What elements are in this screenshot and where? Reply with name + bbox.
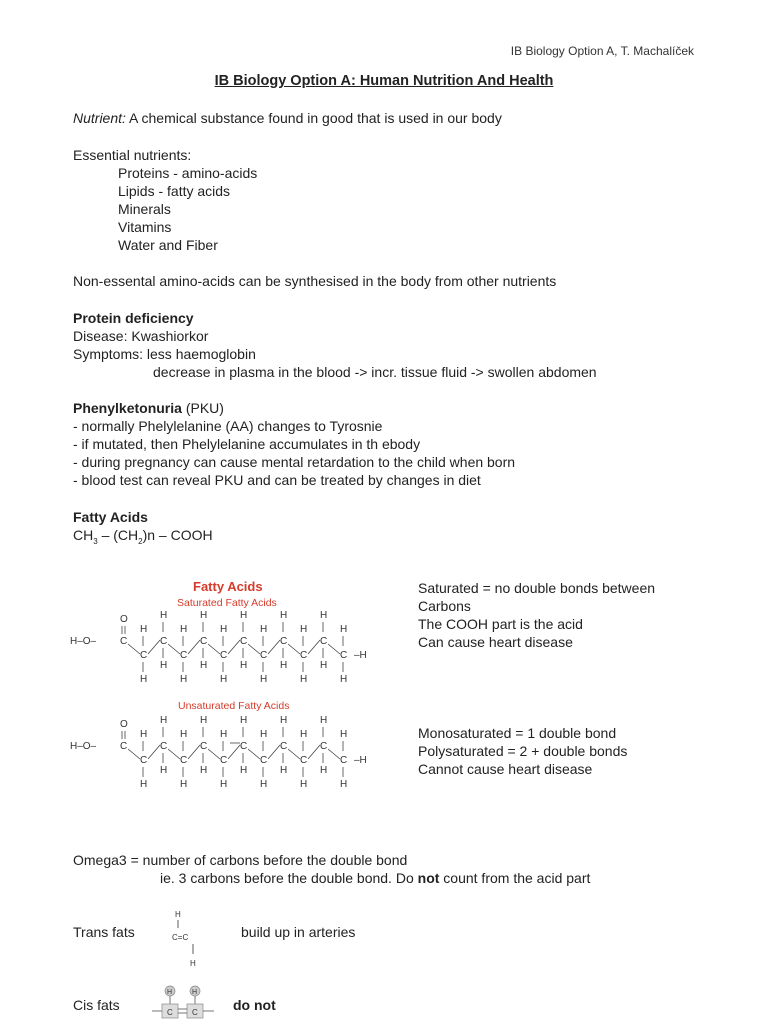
bond-line	[328, 644, 340, 654]
hydrogen-label: H	[140, 729, 148, 740]
saturated-note: Can cause heart disease	[418, 634, 573, 650]
svg-text:H: H	[192, 989, 198, 996]
bond-line	[148, 745, 160, 759]
hydrogen-label: H	[240, 715, 248, 726]
trans-structure-icon	[168, 908, 208, 968]
carbon-label: C	[120, 636, 128, 647]
saturated-note: Carbons	[418, 598, 471, 614]
bond-line	[188, 640, 200, 654]
bond-line	[308, 640, 320, 654]
essential-item: Minerals	[118, 201, 171, 217]
omega-detail: ie. 3 carbons before the double bond. Do not count from the acid part	[160, 870, 591, 886]
hydrogen-label: H	[280, 660, 288, 671]
hydrogen-label: H	[180, 674, 188, 685]
carbon-label: C	[240, 636, 248, 647]
svg-text:H: H	[175, 910, 181, 919]
bond-line	[228, 745, 240, 759]
carbon-label: C	[300, 650, 308, 661]
essential-item: Proteins - amino-acids	[118, 165, 258, 181]
hydrogen-label: H	[180, 779, 188, 790]
bond-line	[328, 749, 340, 759]
essential-item: Lipids - fatty acids	[118, 183, 231, 199]
bond-line	[128, 644, 140, 654]
fatty-formula: $CH_3 - (CH_2)n$ – COOH	[73, 527, 213, 546]
protein-symptoms-detail: decrease in plasma in the blood -> incr. tissue fluid -> swollen abdomen	[153, 364, 597, 380]
pku-line: - during pregnancy can cause mental retardation to the child when born	[73, 454, 516, 470]
saturated-figure-label: Saturated Fatty Acids	[177, 597, 277, 609]
svg-text:C=C: C=C	[172, 933, 189, 942]
carbon-label: C	[160, 741, 168, 752]
pku-heading: Phenylketonuria (PKU)	[73, 400, 224, 416]
bond-line	[148, 640, 160, 654]
hydrogen-label: H	[160, 660, 168, 671]
hydroxyl-label: H–O–	[70, 741, 97, 752]
terminal-h-label: –H	[354, 650, 367, 661]
page-header: IB Biology Option A, T. Machalíček	[510, 44, 694, 58]
hydrogen-label: H	[260, 729, 268, 740]
hydrogen-label: H	[160, 715, 168, 726]
unsaturated-figure-label: Unsaturated Fatty Acids	[178, 700, 290, 712]
hydrogen-label: H	[140, 624, 148, 635]
protein-heading: Protein deficiency	[73, 310, 194, 326]
hydrogen-label: H	[200, 660, 208, 671]
hydrogen-label: H	[340, 729, 348, 740]
carbon-label: C	[280, 741, 288, 752]
svg-text:H: H	[190, 959, 196, 968]
oxygen-label: O	[120, 719, 128, 730]
figure-title: Fatty Acids	[193, 579, 263, 594]
hydrogen-label: H	[300, 624, 308, 635]
carbon-label: C	[280, 636, 288, 647]
hydrogen-label: H	[220, 729, 228, 740]
carbon-label: C	[200, 636, 208, 647]
carbon-label: C	[320, 636, 328, 647]
hydrogen-label: H	[160, 610, 168, 621]
carbon-label: C	[200, 741, 208, 752]
hydrogen-label: H	[320, 765, 328, 776]
bond-line	[248, 644, 260, 654]
terminal-h-label: –H	[354, 755, 367, 766]
bond-line	[188, 745, 200, 759]
cis-text: do not	[233, 997, 276, 1013]
hydrogen-label: H	[300, 729, 308, 740]
hydroxyl-label: H–O–	[70, 636, 97, 647]
carbon-label: C	[140, 755, 148, 766]
hydrogen-label: H	[200, 610, 208, 621]
unsaturated-note: Monosaturated = 1 double bond	[418, 725, 617, 741]
carbon-label: C	[220, 650, 228, 661]
essential-item: Vitamins	[118, 219, 172, 235]
carbon-label: C	[300, 755, 308, 766]
saturated-note: The COOH part is the acid	[418, 616, 583, 632]
pku-line: - blood test can reveal PKU and can be treated by changes in diet	[73, 472, 481, 488]
hydrogen-label: H	[260, 779, 268, 790]
hydrogen-label: H	[300, 779, 308, 790]
protein-symptoms: Symptoms: less haemoglobin	[73, 346, 256, 362]
essential-item: Water and Fiber	[118, 237, 218, 253]
bond-line	[268, 745, 280, 759]
trans-text: build up in arteries	[241, 924, 356, 940]
bond-line	[288, 644, 300, 654]
hydrogen-label: H	[220, 674, 228, 685]
hydrogen-label: H	[240, 610, 248, 621]
cis-structure-icon	[150, 982, 220, 1024]
protein-disease: Disease: Kwashiorkor	[73, 328, 209, 344]
nutrient-term: Nutrient:	[73, 110, 126, 126]
unsaturated-structure	[70, 715, 367, 790]
carbon-label: C	[120, 741, 128, 752]
page-title: IB Biology Option A: Human Nutrition And Health	[214, 73, 554, 89]
fatty-acid-structures	[60, 605, 400, 815]
hydrogen-label: H	[240, 660, 248, 671]
saturated-structure	[70, 610, 367, 685]
svg-text:H: H	[167, 989, 173, 996]
bond-line	[308, 745, 320, 759]
oxygen-label: O	[120, 614, 128, 625]
carbon-label: C	[220, 755, 228, 766]
fatty-heading: Fatty Acids	[73, 509, 148, 525]
hydrogen-label: H	[260, 674, 268, 685]
hydrogen-label: H	[180, 624, 188, 635]
hydrogen-label: H	[220, 624, 228, 635]
bond-line	[168, 644, 180, 654]
hydrogen-label: H	[180, 729, 188, 740]
bond-line	[228, 640, 240, 654]
bond-line	[128, 749, 140, 759]
hydrogen-label: H	[320, 715, 328, 726]
hydrogen-label: H	[340, 779, 348, 790]
unsaturated-note: Polysaturated = 2 + double bonds	[418, 743, 628, 759]
hydrogen-label: H	[300, 674, 308, 685]
carbon-label: C	[240, 741, 248, 752]
hydrogen-label: H	[260, 624, 268, 635]
pku-line: - if mutated, then Phelylelanine accumulates in th ebody	[73, 436, 421, 452]
carbon-label: C	[180, 650, 188, 661]
hydrogen-label: H	[280, 715, 288, 726]
cis-label: Cis fats	[73, 997, 120, 1013]
bond-line	[208, 644, 220, 654]
omega-line: Omega3 = number of carbons before the double bond	[73, 852, 408, 868]
non-essential-text: Non-essental amino-acids can be synthesised in the body from other nutrients	[73, 273, 557, 289]
carbon-label: C	[260, 755, 268, 766]
hydrogen-label: H	[320, 660, 328, 671]
hydrogen-label: H	[340, 624, 348, 635]
hydrogen-label: H	[200, 765, 208, 776]
bond-line	[248, 749, 260, 759]
carbon-label: C	[160, 636, 168, 647]
carbon-label: C	[340, 755, 348, 766]
bond-line	[268, 640, 280, 654]
hydrogen-label: H	[340, 674, 348, 685]
hydrogen-label: H	[200, 715, 208, 726]
hydrogen-label: H	[320, 610, 328, 621]
carbon-label: C	[180, 755, 188, 766]
hydrogen-label: H	[220, 779, 228, 790]
pku-line: - normally Phelylelanine (AA) changes to Tyrosnie	[73, 418, 383, 434]
essential-heading: Essential nutrients:	[73, 147, 192, 163]
hydrogen-label: H	[240, 765, 248, 776]
hydrogen-label: H	[140, 674, 148, 685]
carbon-label: C	[320, 741, 328, 752]
nutrient-definition	[73, 109, 502, 127]
saturated-note: Saturated = no double bonds between	[418, 580, 656, 596]
hydrogen-label: H	[280, 610, 288, 621]
trans-label: Trans fats	[73, 924, 135, 940]
bond-line	[288, 749, 300, 759]
hydrogen-label: H	[160, 765, 168, 776]
bond-line	[168, 749, 180, 759]
hydrogen-label: H	[280, 765, 288, 776]
carbon-label: C	[140, 650, 148, 661]
bond-line	[208, 749, 220, 759]
hydrogen-label: H	[140, 779, 148, 790]
carbon-label: C	[260, 650, 268, 661]
nutrient-text: A chemical substance found in good that is used in our body	[129, 110, 502, 126]
svg-text:C: C	[192, 1008, 198, 1017]
unsaturated-note: Cannot cause heart disease	[418, 761, 593, 777]
svg-text:C: C	[167, 1008, 173, 1017]
carbon-label: C	[340, 650, 348, 661]
